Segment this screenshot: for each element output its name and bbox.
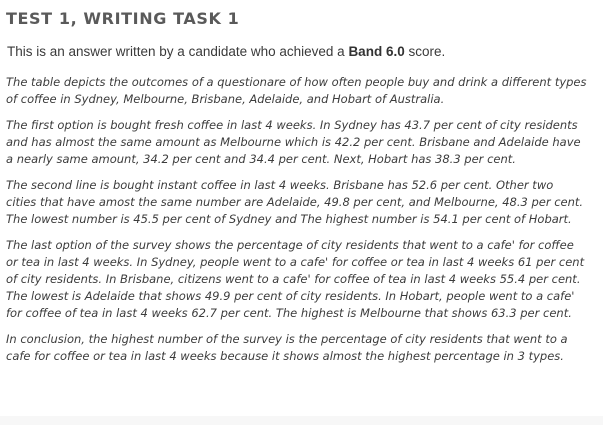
essay-line: In conclusion, the highest number of the survey is the percentage of city residents that went to a [6, 332, 568, 346]
essay-line: The second line is bought instant coffee in last 4 weeks. Brisbane has 52.6 per cent. Other two [6, 178, 554, 192]
essay-line: of coffee in Sydney, Melbourne, Brisbane, Adelaide, and Hobart of Australia. [6, 92, 445, 106]
essay-line: The last option of the survey shows the percentage of city residents that went to a cafe' for coffee [6, 238, 574, 252]
essay-line: for coffee of tea in last 4 weeks 62.7 per cent. The highest is Melbourne that shows 63.3 per cent. [6, 306, 572, 320]
essay-line: The lowest is Adelaide that shows 49.9 per cent of city residents. In Hobart, people went to a cafe' [6, 289, 575, 303]
intro-text-after: score. [404, 44, 446, 59]
intro-text [7, 44, 445, 59]
essay-paragraph [6, 117, 598, 168]
essay-paragraph [6, 331, 598, 365]
essay-line: cafe for coffee or tea in last 4 weeks because it shows almost the highest percentage in 3 types. [6, 349, 564, 363]
essay-paragraph [6, 177, 598, 228]
intro-text-before: This is an answer written by a candidate who achieved a [7, 44, 349, 59]
essay-line: The lowest number is 45.5 per cent of Sydney and The highest number is 54.1 per cent of Hobart. [6, 212, 572, 226]
essay-line: The first option is bought fresh coffee in last 4 weeks. In Sydney has 43.7 per cent of city residents [6, 118, 578, 132]
essay-line: and has almost the same amount as Melbourne which is 42.2 per cent. Brisbane and Adelaide have [6, 135, 581, 149]
page-bottom-edge [0, 416, 603, 425]
essay-line: a nearly same amount, 34.2 per cent and 34.4 per cent. Next, Hobart has 38.3 per cent. [6, 152, 516, 166]
essay-line: cities that have amost the same number are Adelaide, 49.8 per cent, and Melbourne, 48.3 per cent. [6, 195, 584, 209]
essay-paragraph [6, 237, 598, 322]
essay-line: The table depicts the outcomes of a questionare of how often people buy and drink a different types [6, 75, 587, 89]
page-title: TEST 1, WRITING TASK 1 [6, 9, 240, 28]
essay-line: or tea in last 4 weeks. In Sydney, people went to a cafe' for coffee or tea in last 4 weeks 61 per cent [6, 255, 585, 269]
band-score: Band 6.0 [348, 44, 405, 59]
essay-paragraph [6, 74, 598, 108]
essay-line: of city residents. In Brisbane, citizens went to a cafe' for coffee of tea in last 4 weeks 55.4 per cent. [6, 272, 581, 286]
candidate-essay [6, 74, 598, 374]
